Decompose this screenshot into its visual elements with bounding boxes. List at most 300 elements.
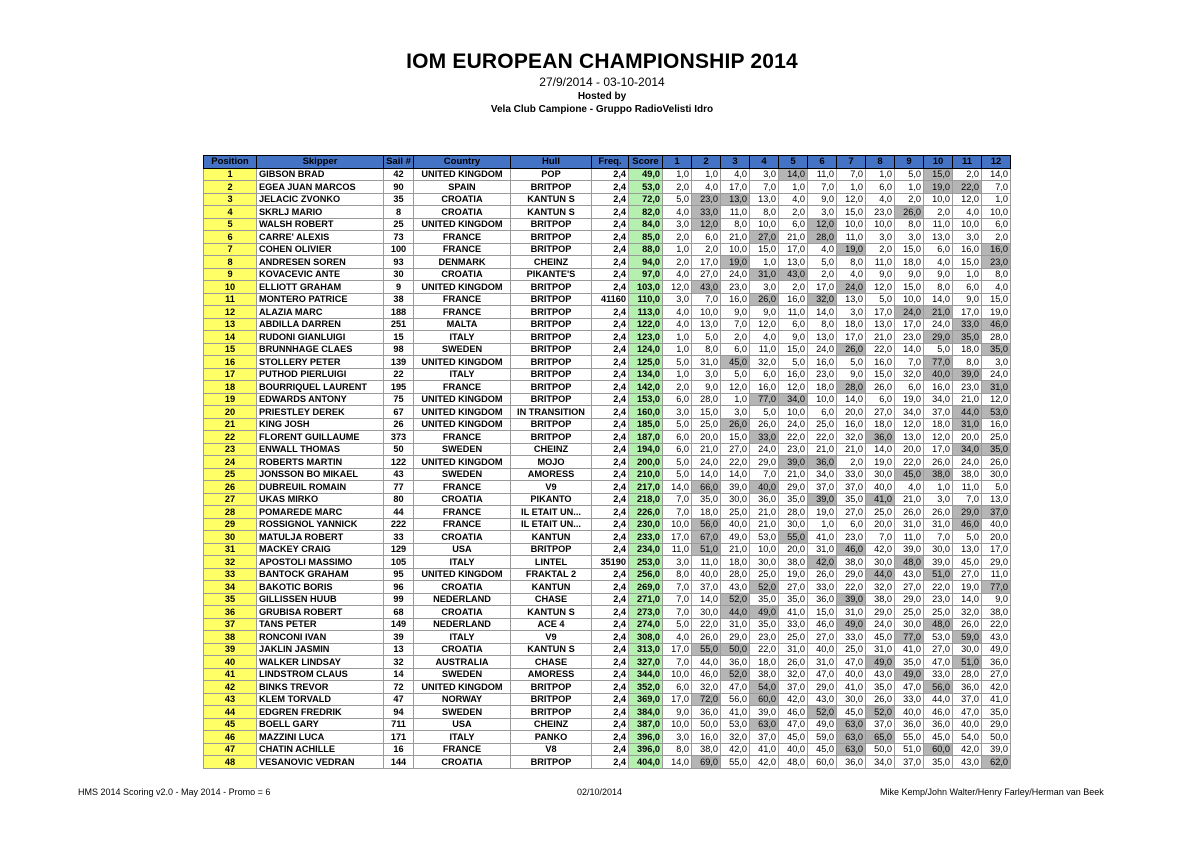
hull-cell: PIKANTO: [511, 493, 592, 506]
country-cell: MALTA: [414, 318, 511, 331]
race-result-cell: 63,0: [837, 731, 866, 744]
table-row: [204, 168, 1011, 181]
race-result-cell: 1,0: [895, 181, 924, 194]
race-result-cell: 60,0: [924, 743, 953, 756]
score-cell: 110,0: [629, 293, 663, 306]
race-result-cell: 10,0: [982, 206, 1011, 219]
frequency-cell: 2,4: [592, 731, 629, 744]
race-result-cell: 12,0: [663, 281, 692, 294]
position-cell: 22: [204, 431, 257, 444]
race-result-cell: 11,0: [924, 218, 953, 231]
column-header: Sail #: [384, 156, 414, 169]
skipper-cell: BAKOTIC BORIS: [257, 581, 384, 594]
race-result-cell: 35,0: [895, 656, 924, 669]
table-row: [204, 568, 1011, 581]
race-result-cell: 41,0: [779, 606, 808, 619]
race-result-cell: 55,0: [692, 643, 721, 656]
race-result-cell: 13,0: [982, 493, 1011, 506]
hull-cell: BRITPOP: [511, 381, 592, 394]
race-result-cell: 45,0: [837, 706, 866, 719]
race-result-cell: 35,0: [982, 443, 1011, 456]
table-row: [204, 656, 1011, 669]
country-cell: CROATIA: [414, 206, 511, 219]
race-result-cell: 49,0: [982, 643, 1011, 656]
race-result-cell: 5,0: [924, 343, 953, 356]
skipper-cell: POMAREDE MARC: [257, 506, 384, 519]
race-result-cell: 17,0: [779, 243, 808, 256]
race-result-cell: 16,0: [692, 731, 721, 744]
position-cell: 2: [204, 181, 257, 194]
race-result-cell: 59,0: [808, 731, 837, 744]
column-header: Country: [414, 156, 511, 169]
race-result-cell: 36,0: [982, 656, 1011, 669]
race-result-cell: 2,0: [663, 181, 692, 194]
table-row: [204, 631, 1011, 644]
race-result-cell: 7,0: [837, 168, 866, 181]
table-row: [204, 718, 1011, 731]
race-result-cell: 40,0: [692, 568, 721, 581]
race-result-cell: 8,0: [953, 356, 982, 369]
race-result-cell: 8,0: [895, 218, 924, 231]
table-row: [204, 368, 1011, 381]
skipper-cell: WALSH ROBERT: [257, 218, 384, 231]
race-result-cell: 32,0: [808, 293, 837, 306]
position-cell: 37: [204, 618, 257, 631]
race-result-cell: 20,0: [692, 431, 721, 444]
race-result-cell: 41,0: [837, 681, 866, 694]
country-cell: AUSTRALIA: [414, 656, 511, 669]
race-result-cell: 1,0: [663, 168, 692, 181]
position-cell: 34: [204, 581, 257, 594]
race-result-cell: 30,0: [924, 543, 953, 556]
skipper-cell: FLORENT GUILLAUME: [257, 431, 384, 444]
race-result-cell: 36,0: [895, 718, 924, 731]
race-result-cell: 62,0: [982, 756, 1011, 769]
table-row: [204, 331, 1011, 344]
sail-number-cell: 8: [384, 206, 414, 219]
skipper-cell: GIBSON BRAD: [257, 168, 384, 181]
position-cell: 46: [204, 731, 257, 744]
race-result-cell: 30,0: [750, 556, 779, 569]
race-result-cell: 77,0: [895, 631, 924, 644]
hull-cell: CHEINZ: [511, 256, 592, 269]
results-table: [203, 155, 1011, 769]
position-cell: 30: [204, 531, 257, 544]
table-body: [204, 168, 1011, 768]
frequency-cell: 2,4: [592, 706, 629, 719]
race-result-cell: 7,0: [895, 356, 924, 369]
sail-number-cell: 251: [384, 318, 414, 331]
footer-software-note: HMS 2014 Scoring v2.0 - May 2014 - Promo = 6: [78, 787, 271, 797]
race-result-cell: 65,0: [866, 731, 895, 744]
race-result-cell: 14,0: [924, 293, 953, 306]
country-cell: SWEDEN: [414, 468, 511, 481]
race-result-cell: 72,0: [692, 693, 721, 706]
sail-number-cell: 42: [384, 168, 414, 181]
score-cell: 253,0: [629, 556, 663, 569]
race-result-cell: 16,0: [866, 356, 895, 369]
country-cell: UNITED KINGDOM: [414, 568, 511, 581]
position-cell: 43: [204, 693, 257, 706]
race-result-cell: 10,0: [721, 243, 750, 256]
column-header: 2: [692, 156, 721, 169]
skipper-cell: EDGREN FREDRIK: [257, 706, 384, 719]
hull-cell: V9: [511, 631, 592, 644]
score-cell: 122,0: [629, 318, 663, 331]
race-result-cell: 16,0: [982, 418, 1011, 431]
frequency-cell: 2,4: [592, 581, 629, 594]
score-cell: 49,0: [629, 168, 663, 181]
frequency-cell: 2,4: [592, 531, 629, 544]
race-result-cell: 24,0: [721, 268, 750, 281]
race-result-cell: 42,0: [982, 681, 1011, 694]
frequency-cell: 2,4: [592, 381, 629, 394]
race-result-cell: 21,0: [750, 518, 779, 531]
race-result-cell: 42,0: [750, 756, 779, 769]
race-result-cell: 1,0: [953, 268, 982, 281]
race-result-cell: 6,0: [779, 318, 808, 331]
race-result-cell: 11,0: [837, 231, 866, 244]
race-result-cell: 9,0: [953, 293, 982, 306]
skipper-cell: COHEN OLIVIER: [257, 243, 384, 256]
race-result-cell: 7,0: [663, 581, 692, 594]
position-cell: 25: [204, 468, 257, 481]
position-cell: 26: [204, 481, 257, 494]
race-result-cell: 11,0: [982, 568, 1011, 581]
position-cell: 39: [204, 643, 257, 656]
hull-cell: KANTUN: [511, 531, 592, 544]
frequency-cell: 2,4: [592, 256, 629, 269]
frequency-cell: 2,4: [592, 493, 629, 506]
race-result-cell: 31,0: [808, 543, 837, 556]
sail-number-cell: 67: [384, 406, 414, 419]
frequency-cell: 2,4: [592, 668, 629, 681]
race-result-cell: 12,0: [866, 281, 895, 294]
race-result-cell: 9,0: [866, 268, 895, 281]
score-cell: 113,0: [629, 306, 663, 319]
race-result-cell: 16,0: [779, 368, 808, 381]
race-result-cell: 40,0: [837, 668, 866, 681]
race-result-cell: 48,0: [895, 556, 924, 569]
country-cell: CROATIA: [414, 531, 511, 544]
hull-cell: BRITPOP: [511, 543, 592, 556]
race-result-cell: 22,0: [750, 643, 779, 656]
race-result-cell: 12,0: [779, 381, 808, 394]
race-result-cell: 21,0: [721, 543, 750, 556]
race-result-cell: 42,0: [779, 693, 808, 706]
race-result-cell: 24,0: [837, 281, 866, 294]
position-cell: 18: [204, 381, 257, 394]
race-result-cell: 1,0: [750, 256, 779, 269]
race-result-cell: 49,0: [895, 668, 924, 681]
race-result-cell: 24,0: [866, 618, 895, 631]
race-result-cell: 4,0: [721, 168, 750, 181]
table-row: [204, 406, 1011, 419]
race-result-cell: 2,0: [779, 281, 808, 294]
race-result-cell: 15,0: [779, 343, 808, 356]
race-result-cell: 4,0: [866, 193, 895, 206]
table-row: [204, 543, 1011, 556]
table-row: [204, 293, 1011, 306]
race-result-cell: 3,0: [721, 406, 750, 419]
sail-number-cell: 43: [384, 468, 414, 481]
race-result-cell: 15,0: [866, 368, 895, 381]
race-result-cell: 46,0: [692, 668, 721, 681]
race-result-cell: 33,0: [924, 668, 953, 681]
race-result-cell: 19,0: [837, 243, 866, 256]
race-result-cell: 43,0: [721, 581, 750, 594]
frequency-cell: 2,4: [592, 318, 629, 331]
race-result-cell: 37,0: [953, 693, 982, 706]
column-header: Score: [629, 156, 663, 169]
race-result-cell: 77,0: [982, 581, 1011, 594]
race-result-cell: 27,0: [692, 268, 721, 281]
race-result-cell: 38,0: [779, 556, 808, 569]
race-result-cell: 36,0: [721, 656, 750, 669]
race-result-cell: 2,0: [663, 256, 692, 269]
country-cell: FRANCE: [414, 306, 511, 319]
hull-cell: BRITPOP: [511, 418, 592, 431]
race-result-cell: 17,0: [721, 181, 750, 194]
race-result-cell: 26,0: [692, 631, 721, 644]
race-result-cell: 43,0: [982, 631, 1011, 644]
race-result-cell: 41,0: [982, 693, 1011, 706]
race-result-cell: 23,0: [982, 256, 1011, 269]
score-cell: 271,0: [629, 593, 663, 606]
sail-number-cell: 711: [384, 718, 414, 731]
race-result-cell: 6,0: [721, 343, 750, 356]
race-result-cell: 5,0: [779, 356, 808, 369]
country-cell: UNITED KINGDOM: [414, 356, 511, 369]
race-result-cell: 50,0: [866, 743, 895, 756]
score-cell: 85,0: [629, 231, 663, 244]
race-result-cell: 10,0: [779, 406, 808, 419]
race-result-cell: 31,0: [982, 381, 1011, 394]
score-cell: 404,0: [629, 756, 663, 769]
race-result-cell: 17,0: [837, 331, 866, 344]
position-cell: 38: [204, 631, 257, 644]
skipper-cell: ALAZIA MARC: [257, 306, 384, 319]
position-cell: 41: [204, 668, 257, 681]
race-result-cell: 52,0: [721, 593, 750, 606]
race-result-cell: 39,0: [953, 368, 982, 381]
sail-number-cell: 90: [384, 181, 414, 194]
race-result-cell: 14,0: [982, 168, 1011, 181]
race-result-cell: 39,0: [837, 593, 866, 606]
race-result-cell: 39,0: [924, 556, 953, 569]
frequency-cell: 2,4: [592, 718, 629, 731]
race-result-cell: 6,0: [866, 393, 895, 406]
sail-number-cell: 77: [384, 481, 414, 494]
race-result-cell: 36,0: [692, 706, 721, 719]
race-result-cell: 8,0: [750, 206, 779, 219]
column-header: 7: [837, 156, 866, 169]
score-cell: 344,0: [629, 668, 663, 681]
position-cell: 7: [204, 243, 257, 256]
race-result-cell: 51,0: [895, 743, 924, 756]
race-result-cell: 30,0: [895, 618, 924, 631]
hull-cell: BRITPOP: [511, 343, 592, 356]
frequency-cell: 2,4: [592, 518, 629, 531]
race-result-cell: 5,0: [750, 406, 779, 419]
race-result-cell: 26,0: [866, 381, 895, 394]
country-cell: FRANCE: [414, 743, 511, 756]
race-result-cell: 28,0: [779, 506, 808, 519]
race-result-cell: 7,0: [924, 531, 953, 544]
frequency-cell: 2,4: [592, 343, 629, 356]
position-cell: 24: [204, 456, 257, 469]
race-result-cell: 13,0: [837, 293, 866, 306]
race-result-cell: 6,0: [663, 681, 692, 694]
skipper-cell: SKRLJ MARIO: [257, 206, 384, 219]
table-row: [204, 281, 1011, 294]
race-result-cell: 11,0: [895, 531, 924, 544]
race-result-cell: 24,0: [895, 306, 924, 319]
column-header: Freq.: [592, 156, 629, 169]
race-result-cell: 27,0: [721, 443, 750, 456]
race-result-cell: 53,0: [721, 718, 750, 731]
race-result-cell: 11,0: [750, 343, 779, 356]
skipper-cell: STOLLERY PETER: [257, 356, 384, 369]
race-result-cell: 5,0: [663, 193, 692, 206]
race-result-cell: 9,0: [721, 306, 750, 319]
country-cell: ITALY: [414, 731, 511, 744]
race-result-cell: 12,0: [982, 393, 1011, 406]
sail-number-cell: 188: [384, 306, 414, 319]
country-cell: CROATIA: [414, 581, 511, 594]
country-cell: FRANCE: [414, 431, 511, 444]
race-result-cell: 36,0: [953, 681, 982, 694]
hull-cell: KANTUN S: [511, 206, 592, 219]
position-cell: 16: [204, 356, 257, 369]
skipper-cell: CHATIN ACHILLE: [257, 743, 384, 756]
race-result-cell: 48,0: [924, 618, 953, 631]
frequency-cell: 2,4: [592, 331, 629, 344]
score-cell: 103,0: [629, 281, 663, 294]
table-row: [204, 693, 1011, 706]
race-result-cell: 12,0: [750, 318, 779, 331]
race-result-cell: 17,0: [808, 281, 837, 294]
race-result-cell: 6,0: [663, 393, 692, 406]
country-cell: FRANCE: [414, 481, 511, 494]
race-result-cell: 10,0: [866, 218, 895, 231]
race-result-cell: 24,0: [982, 368, 1011, 381]
race-result-cell: 25,0: [924, 606, 953, 619]
race-result-cell: 4,0: [692, 181, 721, 194]
race-result-cell: 46,0: [953, 518, 982, 531]
score-cell: 210,0: [629, 468, 663, 481]
race-result-cell: 32,0: [721, 731, 750, 744]
race-result-cell: 35,0: [982, 706, 1011, 719]
column-header: Skipper: [257, 156, 384, 169]
race-result-cell: 31,0: [692, 356, 721, 369]
skipper-cell: ANDRESEN SOREN: [257, 256, 384, 269]
hull-cell: BRITPOP: [511, 693, 592, 706]
race-result-cell: 29,0: [982, 718, 1011, 731]
hull-cell: AMORESS: [511, 668, 592, 681]
sail-number-cell: 95: [384, 568, 414, 581]
race-result-cell: 35,0: [837, 493, 866, 506]
position-cell: 14: [204, 331, 257, 344]
race-result-cell: 29,0: [982, 556, 1011, 569]
skipper-cell: BANTOCK GRAHAM: [257, 568, 384, 581]
hull-cell: BRITPOP: [511, 706, 592, 719]
race-result-cell: 42,0: [721, 743, 750, 756]
sail-number-cell: 139: [384, 356, 414, 369]
race-result-cell: 5,0: [663, 356, 692, 369]
race-result-cell: 5,0: [721, 368, 750, 381]
sail-number-cell: 73: [384, 231, 414, 244]
position-cell: 11: [204, 293, 257, 306]
race-result-cell: 12,0: [953, 193, 982, 206]
race-result-cell: 23,0: [837, 531, 866, 544]
column-header: 6: [808, 156, 837, 169]
race-result-cell: 39,0: [721, 481, 750, 494]
score-cell: 369,0: [629, 693, 663, 706]
race-result-cell: 54,0: [750, 681, 779, 694]
race-result-cell: 9,0: [779, 331, 808, 344]
race-result-cell: 13,0: [692, 318, 721, 331]
frequency-cell: 35190: [592, 556, 629, 569]
hull-cell: CHASE: [511, 656, 592, 669]
race-result-cell: 18,0: [866, 418, 895, 431]
race-result-cell: 4,0: [663, 318, 692, 331]
race-result-cell: 19,0: [953, 581, 982, 594]
race-result-cell: 2,0: [779, 206, 808, 219]
race-result-cell: 36,0: [808, 593, 837, 606]
position-cell: 28: [204, 506, 257, 519]
race-result-cell: 44,0: [924, 693, 953, 706]
sail-number-cell: 122: [384, 456, 414, 469]
race-result-cell: 40,0: [779, 743, 808, 756]
race-result-cell: 5,0: [663, 468, 692, 481]
race-result-cell: 19,0: [982, 306, 1011, 319]
race-result-cell: 18,0: [808, 381, 837, 394]
race-result-cell: 6,0: [953, 281, 982, 294]
race-result-cell: 26,0: [982, 456, 1011, 469]
race-result-cell: 33,0: [837, 468, 866, 481]
race-result-cell: 37,0: [924, 406, 953, 419]
race-result-cell: 31,0: [837, 606, 866, 619]
race-result-cell: 51,0: [692, 543, 721, 556]
hull-cell: BRITPOP: [511, 318, 592, 331]
race-result-cell: 16,0: [953, 243, 982, 256]
sail-number-cell: 96: [384, 581, 414, 594]
race-result-cell: 36,0: [866, 431, 895, 444]
race-result-cell: 32,0: [837, 431, 866, 444]
race-result-cell: 8,0: [663, 743, 692, 756]
race-result-cell: 53,0: [982, 406, 1011, 419]
frequency-cell: 2,4: [592, 368, 629, 381]
race-result-cell: 16,0: [837, 418, 866, 431]
country-cell: UNITED KINGDOM: [414, 218, 511, 231]
race-result-cell: 26,0: [866, 693, 895, 706]
race-result-cell: 23,0: [924, 593, 953, 606]
race-result-cell: 16,0: [924, 381, 953, 394]
race-result-cell: 7,0: [663, 593, 692, 606]
position-cell: 40: [204, 656, 257, 669]
race-result-cell: 6,0: [895, 381, 924, 394]
race-result-cell: 41,0: [866, 493, 895, 506]
race-result-cell: 10,0: [663, 718, 692, 731]
race-result-cell: 34,0: [866, 756, 895, 769]
race-result-cell: 32,0: [692, 681, 721, 694]
race-result-cell: 12,0: [895, 418, 924, 431]
race-result-cell: 16,0: [779, 293, 808, 306]
sail-number-cell: 129: [384, 543, 414, 556]
skipper-cell: KLEM TORVALD: [257, 693, 384, 706]
race-result-cell: 9,0: [750, 306, 779, 319]
